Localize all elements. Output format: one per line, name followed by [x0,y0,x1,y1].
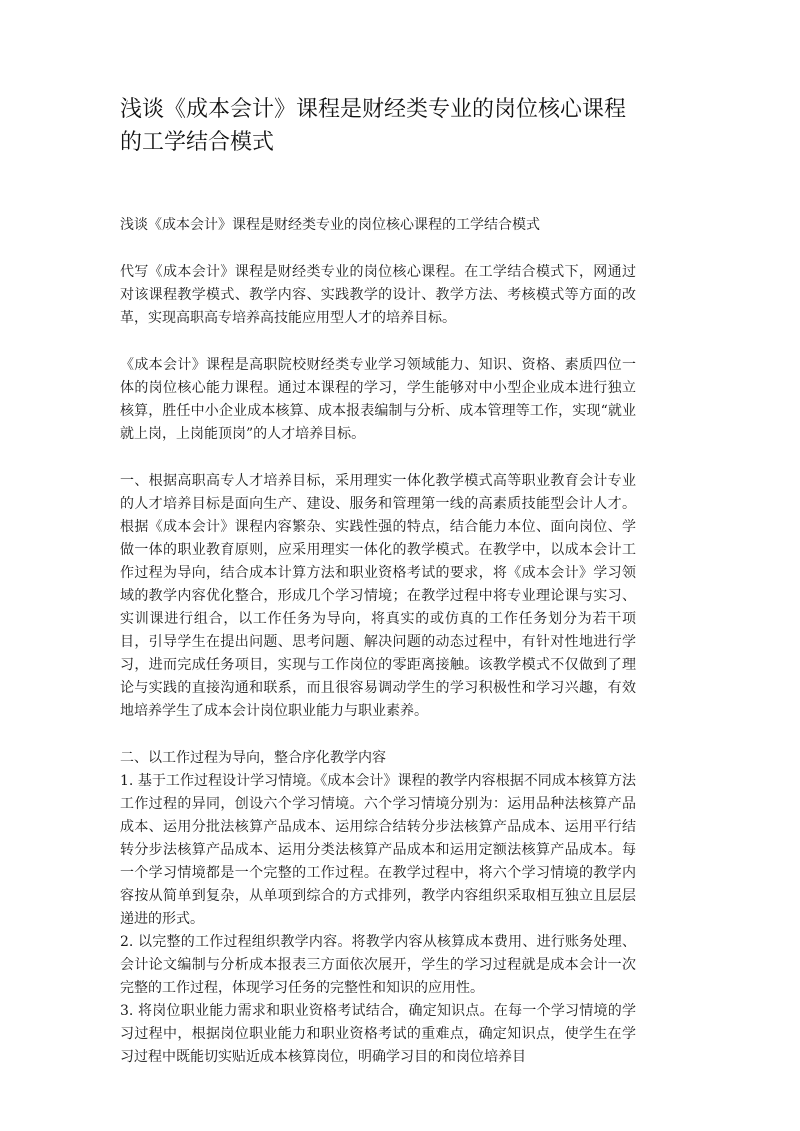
section2-item-2: 2. 以完整的工作过程组织教学内容。将教学内容从核算成本费用、进行账务处理、会计论文编制与分析成本报表三方面依次展开，学生的学习过程就是成本会计一次完整的工作过程，体现学习任务的完整性和知识的应用性。 [120,934,636,996]
document-subtitle: 浅谈《成本会计》课程是财经类专业的岗位核心课程的工学结合模式 [120,217,540,233]
section2-heading: 二、以工作过程为导向，整合序化教学内容 [120,750,386,766]
document-body [120,214,636,1069]
document-title: 浅谈《成本会计》课程是财经类专业的岗位核心课程的工学结合模式 [120,97,627,155]
intro-paragraph: 《成本会计》课程是高职院校财经类专业学习领域能力、知识、资格、素质四位一体的岗位核心能力课程。通过本课程的学习，学生能够对中小型企业成本进行独立核算，胜任中小企业成本核算、成本报表编制与分析、成本管理等工作，实现“就业就上岗，上岗能顶岗”的人才培养目标。 [120,357,636,442]
section2-item-1: 1. 基于工作过程设计学习情境。《成本会计》课程的教学内容根据不同成本核算方法工作过程的异同，创设六个学习情境。六个学习情境分别为：运用品种法核算产品成本、运用分批法核算产品成本、运用综合结转分步法核算产品成本、运用平行结转分步法核算产品成本、运用分类法核算产品成本和运用定额法核算产品成本。每一个学习情境都是一个完整的工作过程。在教学过程中，将六个学习情境的教学内容按从简单到复杂，从单项到综合的方式排列，教学内容组织采取相互独立且层层递进的形式。 [120,773,636,927]
section1-paragraph: 一、根据高职高专人才培养目标，采用理实一体化教学模式高等职业教育会计专业的人才培养目标是面向生产、建设、服务和管理第一线的高素质技能型会计人才。根据《成本会计》课程内容繁杂、实践性强的特点，结合能力本位、面向岗位、学做一体的职业教育原则，应采用理实一体化的教学模式。在教学中，以成本会计工作过程为导向，结合成本计算方法和职业资格考试的要求，将《成本会计》学习领域的教学内容优化整合，形成几个学习情境；在教学过程中将专业理论课与实习、实训课进行组合，以工作任务为导向，将真实的或仿真的工作任务划分为若干项目，引导学生在提出问题、思考问题、解决问题的动态过程中，有针对性地进行学习，进而完成任务项目，实现与工作岗位的零距离接触。该教学模式不仅做到了理论与实践的直接沟通和联系，而且很容易调动学生的学习积极性和学习兴趣，有效地培养学生了成本会计岗位职业能力与职业素养。 [120,473,636,719]
section2-item-3: 3. 将岗位职业能力需求和职业资格考试结合，确定知识点。在每一个学习情境的学习过程中，根据岗位职业能力和职业资格考试的重难点，确定知识点，使学生在学习过程中既能切实贴近成本核算岗位，明确学习目的和岗位培养目 [120,1003,636,1065]
abstract-paragraph: 代写《成本会计》课程是财经类专业的岗位核心课程。在工学结合模式下，网通过对该课程教学模式、教学内容、实践教学的设计、教学方法、考核模式等方面的改革，实现高职高专培养高技能应用型人才的培养目标。 [120,264,636,326]
